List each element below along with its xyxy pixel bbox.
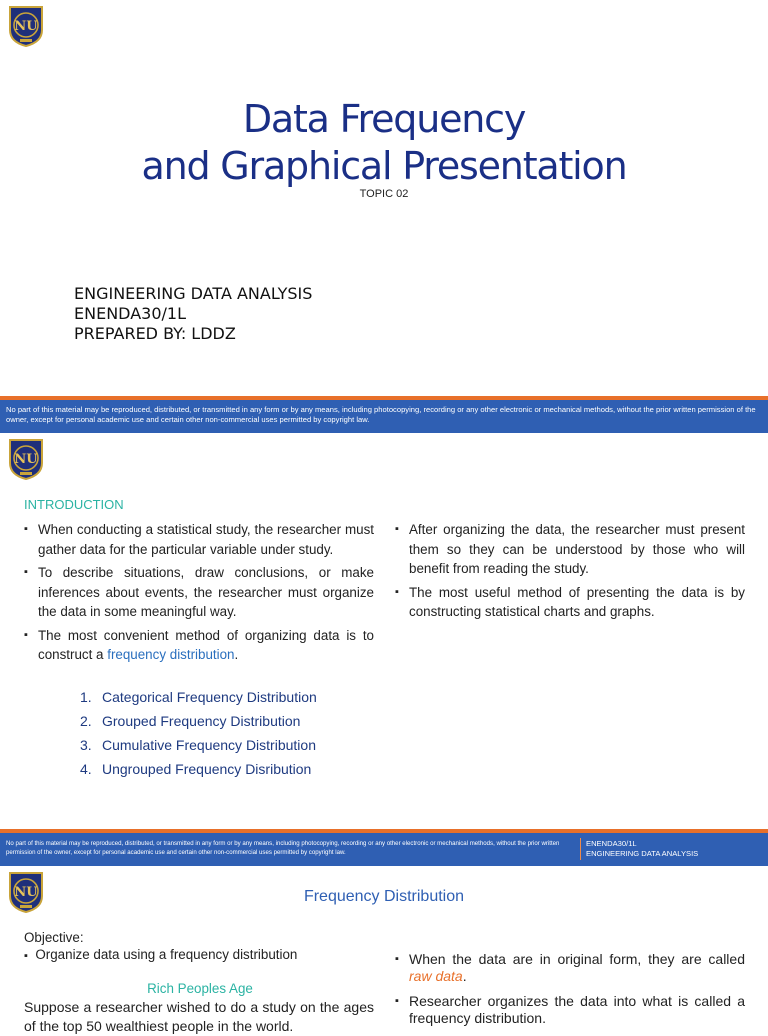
objective-block bbox=[24, 929, 297, 965]
bullet-item: ▪ The most convenient method of organizing data is to construct a frequency distribution. bbox=[24, 626, 374, 665]
paragraph: Suppose a researcher wished to do a study on the ages of the top 50 wealthiest people in the world. bbox=[24, 999, 374, 1034]
bullet-item: ▪ After organizing the data, the researcher must present them so they can be understood by those who will benefit from reading the study. bbox=[395, 520, 745, 579]
raw-data-term: raw data bbox=[409, 968, 463, 984]
title-line-2: and Graphical Presentation bbox=[141, 144, 627, 188]
course-name: ENGINEERING DATA ANALYSIS bbox=[74, 284, 313, 303]
list-item: 2. Grouped Frequency Distribution bbox=[80, 713, 301, 729]
slide-title: Frequency Distribution bbox=[303, 888, 465, 905]
section-heading: INTRODUCTION bbox=[24, 497, 124, 512]
left-column bbox=[24, 520, 374, 669]
topic-label: TOPIC 02 bbox=[359, 188, 409, 200]
list-item: 3. Cumulative Frequency Distribution bbox=[80, 737, 316, 753]
right-column bbox=[395, 520, 745, 626]
introduction-slide bbox=[0, 433, 768, 866]
bullet-item: ▪ Researcher organizes the data into what is called a frequency distribution. bbox=[395, 993, 745, 1027]
nu-logo-icon bbox=[6, 4, 46, 48]
title-line-1: Data Frequency bbox=[242, 97, 526, 141]
copyright-text: No part of this material may be reproduced, distributed, or transmitted in any form or by any means, including photocopying, recording or any other electronic or mechanical methods, without the prior written permission of the owner, except for personal academic use and certain other non-commercial uses permitted by copyright law. bbox=[6, 840, 560, 856]
frequency-distribution-link: frequency distribution bbox=[107, 647, 235, 662]
bullet-item: ▪ When the data are in original form, they are called raw data. bbox=[395, 951, 745, 985]
copyright-footer bbox=[0, 833, 768, 866]
list-item: 4. Ungrouped Frequency Disribution bbox=[80, 761, 312, 777]
course-info bbox=[74, 284, 312, 344]
course-code: ENENDA30/1L bbox=[74, 304, 186, 323]
subheading: Rich Peoples Age bbox=[147, 981, 253, 996]
numbered-list bbox=[80, 685, 317, 781]
list-item: 1. Categorical Frequency Distribution bbox=[80, 689, 317, 705]
nu-logo-icon bbox=[6, 437, 46, 481]
bullet-item: ▪ When conducting a statistical study, the researcher must gather data for the particular variable under study. bbox=[24, 520, 374, 559]
objective-label: Objective: bbox=[24, 930, 84, 945]
footer-divider bbox=[580, 838, 581, 860]
bullet-item: ▪ The most useful method of presenting the data is by constructing statistical charts and graphs. bbox=[395, 583, 745, 622]
frequency-distribution-slide bbox=[0, 866, 768, 1034]
bullet-item: ▪ To describe situations, draw conclusions, or make inferences about events, the researcher must organize the data in some meaningful way. bbox=[24, 563, 374, 622]
prepared-by: PREPARED BY: LDDZ bbox=[74, 324, 236, 343]
title-slide bbox=[0, 0, 768, 433]
objective-item: ▪ Organize data using a frequency distribution bbox=[24, 947, 298, 962]
copyright-footer: No part of this material may be reproduced, distributed, or transmitted in any form or by any means, including photocopying, recording or any other electronic or mechanical methods, without the prior written permission of the owner, except for personal academic use and certain other non-commercial uses permitted by copyright law. bbox=[0, 400, 768, 433]
course-tag: ENENDA30/1L ENGINEERING DATA ANALYSIS bbox=[586, 839, 699, 858]
right-column bbox=[395, 951, 745, 1031]
